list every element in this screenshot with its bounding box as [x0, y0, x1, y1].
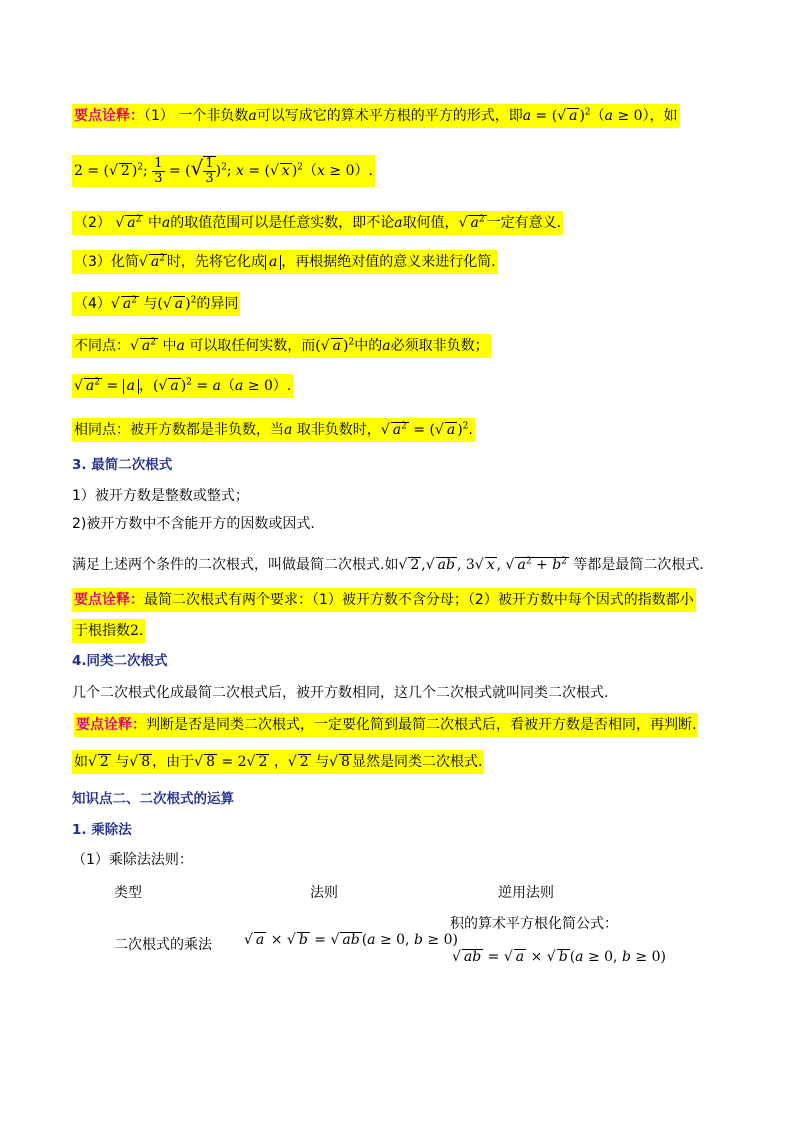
subsection-1-1: （1）乘除法法则： — [72, 852, 193, 868]
column-header-rule: 法则 — [310, 885, 338, 901]
inverse-rule-formula: √ ab = √ a × √ b (a ≥ 0, b ≥ 0) — [452, 949, 666, 965]
column-header-inverse: 逆用法则 — [498, 885, 554, 901]
sec3-cond2: 2)被开方数中不含能开方的因数或因式. — [72, 516, 315, 532]
diff-line: 不同点：√ $a^2$ 中a 可以取任何实数，而(√ a )$^2$中的a必须取非负数； — [72, 332, 491, 360]
fraction-one-third: $\frac{1}{3}$ — [154, 155, 163, 186]
sec3-para: 满足上述两个条件的二次根式，叫做最简二次根式.如√ 2 ,√ ab , 3√ x , √ $a^2 + b^2$ 等都是最简二次根式. — [72, 556, 704, 573]
item2-line: （2） √ $a^2$ 中a的取值范围可以是任意实数，即不论a取何值，√ $a^2$ 一定有意义. — [72, 209, 563, 237]
sec3-note-cont: 于根指数2. — [72, 617, 145, 645]
diff2-line: √ $a^2 = a$ ，(√ a )$^2$ = a（a ≥ 0）. — [72, 372, 293, 400]
multiplication-rule-formula: √ a × √ b = √ ab (a ≥ 0, b ≥ 0) — [244, 932, 458, 948]
sec3-cond1: 1）被开方数是整数或整式； — [72, 488, 249, 504]
item3-line: （3）化简√ $a^2$ 时，先将它化成 a ，再根据绝对值的意义来进行化简. — [72, 248, 498, 276]
knowledge-2-title: 知识点二、二次根式的运算 — [72, 791, 234, 807]
inverse-rule-caption: 积的算术平方根化简公式： — [450, 916, 618, 932]
same-line: 相同点：被开方数都是非负数，当a 取非负数时，√ $a^2$ = (√ a )$^2$. — [72, 416, 475, 444]
sec3-note: 要点诠释：最简二次根式有两个要求：（1）被开方数不含分母；（2）被开方数中每个因式的指数都小 — [72, 586, 696, 614]
sec4-para: 几个二次根式化成最简二次根式后，被开方数相同，这几个二次根式就叫同类二次根式. — [72, 685, 609, 701]
note-label: 要点诠释： — [74, 108, 144, 124]
note-label: 要点诠释： — [74, 592, 144, 608]
note1-line2: 2 = (√ 2 )$^2$; $\frac{1}{3}$ = (√ $\frac{1}{3}$ )$^2$; x = (√ x )$^2$（x ≥ 0）. — [74, 155, 373, 186]
note1-line1: 要点诠释：（1） 一个非负数a可以写成它的算术平方根的平方的形式，即a = (√ a )$^2$（a ≥ 0），如 — [72, 102, 680, 130]
sec4-note: 要点诠释：判断是否是同类二次根式，一定要化简到最简二次根式后，看被开方数是否相同，再判断. — [74, 711, 698, 739]
section-3-title: 3. 最简二次根式 — [72, 457, 173, 473]
note-label: 要点诠释： — [76, 717, 146, 733]
section-4-title: 4.同类二次根式 — [72, 653, 168, 669]
item4-line: （4）√ $a^2$ 与(√ a )$^2$的异同 — [72, 290, 240, 318]
sec4-example: 如√ 2 与√ 8 ，由于√ 8 = 2√ 2 ，√ 2 与√ 8 显然是同类二次根式. — [72, 748, 484, 776]
column-header-type: 类型 — [114, 885, 142, 901]
subsection-1-title: 1. 乘除法 — [72, 822, 132, 838]
row-type-multiplication: 二次根式的乘法 — [114, 937, 212, 953]
